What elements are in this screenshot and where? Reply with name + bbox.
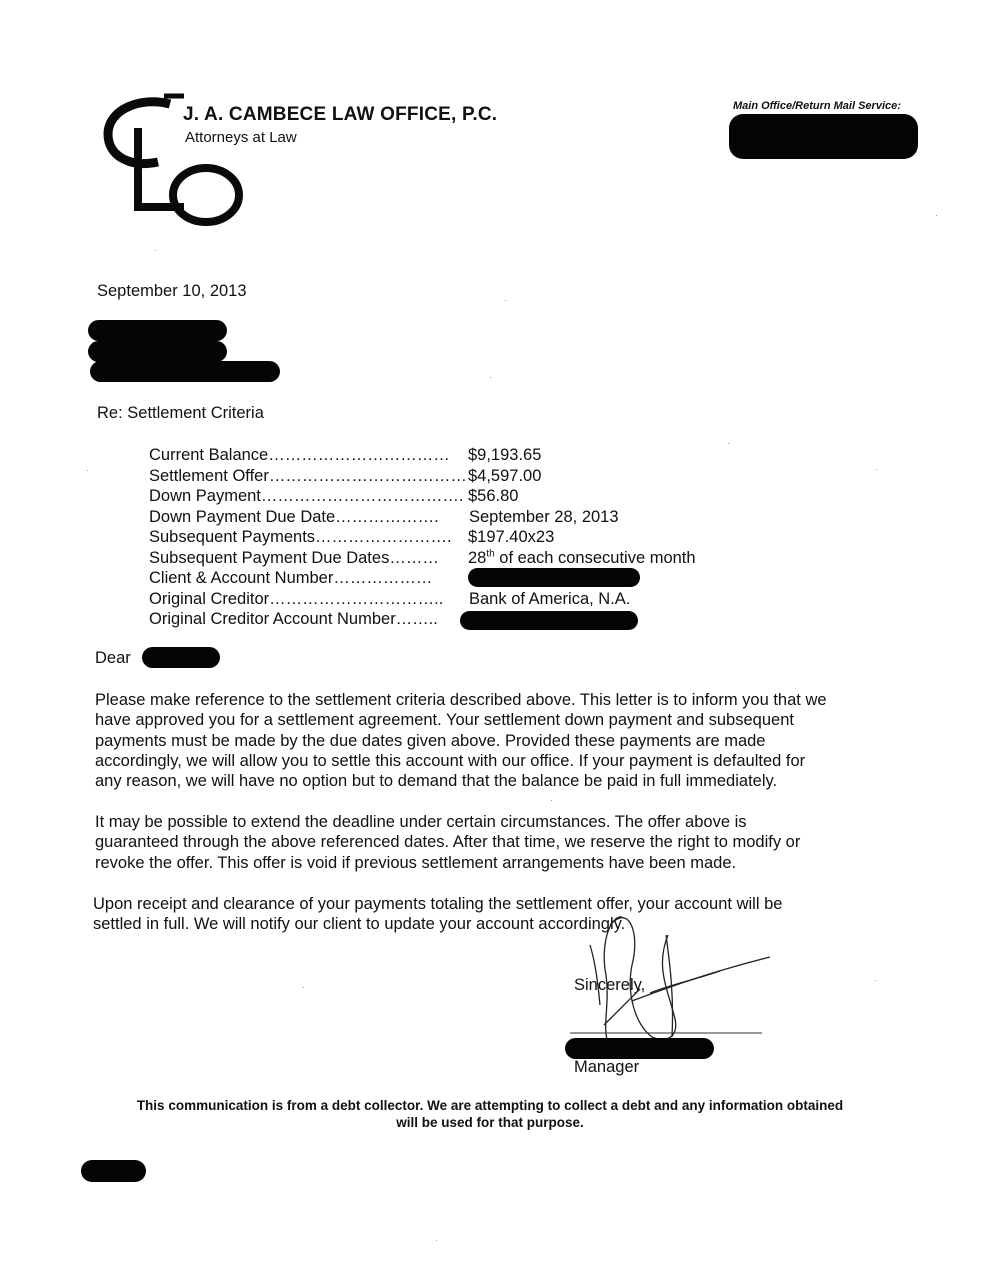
debt-collector-disclosure <box>90 1097 890 1131</box>
paragraph-line: any reason, we will have no option but to demand that the balance be paid in full immediately. <box>95 772 778 791</box>
paragraph-line: guaranteed through the above referenced dates. After that time, we reserve the right to modify or <box>95 833 801 852</box>
redacted-signer-name <box>565 1038 714 1059</box>
criteria-label: Client & Account Number……………… <box>149 569 433 587</box>
scan-speck <box>728 443 729 444</box>
criteria-value: September 28, 2013 <box>469 507 619 526</box>
scan-speck <box>436 1240 437 1241</box>
criteria-value: $9,193.65 <box>468 446 542 464</box>
redacted-reference-code <box>81 1160 146 1182</box>
paragraph-line: accordingly, we will allow you to settle this account with our office. If your payment is defaulted for <box>95 751 806 770</box>
scan-speck <box>155 250 156 251</box>
scan-speck <box>936 215 937 216</box>
criteria-label: Original Creditor………………………….. <box>149 589 444 608</box>
body-paragraph-3 <box>93 894 903 935</box>
paragraph-line: have approved you for a settlement agreement. Your settlement down payment and subsequent <box>95 711 794 730</box>
body-paragraph-1 <box>95 690 905 791</box>
scan-speck <box>490 377 491 378</box>
criteria-label: Subsequent Payment Due Dates……… <box>149 548 439 567</box>
redacted-recipient-name <box>142 647 220 668</box>
redacted-recipient-line-3 <box>90 361 280 382</box>
criteria-label: Current Balance…………………………… <box>149 446 450 464</box>
redacted-recipient-line-2 <box>88 341 227 362</box>
criteria-label: Down Payment………………………………. <box>149 487 464 505</box>
scan-speck <box>551 800 552 801</box>
paragraph-line: It may be possible to extend the deadline under certain circumstances. The offer above is <box>95 813 747 831</box>
scan-speck <box>87 470 88 471</box>
firm-subtitle: Attorneys at Law <box>185 129 297 146</box>
signer-title: Manager <box>574 1058 640 1076</box>
salutation: Dear <box>95 649 131 667</box>
redacted-office-address <box>729 114 918 159</box>
scan-speck <box>875 980 876 981</box>
redacted-recipient-line-1 <box>88 320 227 341</box>
paragraph-line: payments must be made by the due dates given above. Provided these payments are made <box>95 731 766 750</box>
scan-speck <box>876 469 877 470</box>
redacted-client-account-number <box>468 568 640 587</box>
disclosure-line: This communication is from a debt collector. We are attempting to collect a debt and any information obtained <box>136 1098 844 1113</box>
scan-speck <box>505 300 506 301</box>
paragraph-line: settled in full. We will notify our client to update your account accordingly. <box>93 915 626 934</box>
main-office-label: Main Office/Return Mail Service: <box>733 100 901 112</box>
disclosure-line: will be used for that purpose. <box>396 1115 584 1130</box>
logo-letter-o <box>173 168 239 222</box>
paragraph-line: Upon receipt and clearance of your payments totaling the settlement offer, your account will be <box>93 895 783 913</box>
criteria-value: $197.40x23 <box>468 528 555 546</box>
paragraph-line: Please make reference to the settlement criteria described above. This letter is to inform you that we <box>95 691 827 709</box>
subject-line: Re: Settlement Criteria <box>97 404 264 422</box>
body-paragraph-2 <box>95 812 905 873</box>
letter-date: September 10, 2013 <box>97 282 247 300</box>
redacted-creditor-account-number <box>460 611 638 630</box>
paragraph-line: revoke the offer. This offer is void if previous settlement arrangements have been made. <box>95 853 737 872</box>
criteria-value: Bank of America, N.A. <box>469 589 631 608</box>
handwritten-signature <box>570 905 780 1055</box>
criteria-label: Down Payment Due Date………………. <box>149 507 439 526</box>
firm-name: J. A. CAMBECE LAW OFFICE, P.C. <box>183 104 498 125</box>
criteria-value: 28th of each consecutive month <box>468 548 696 567</box>
criteria-value: $56.80 <box>468 487 519 505</box>
scan-speck <box>303 987 304 988</box>
closing: Sincerely, <box>574 976 646 994</box>
criteria-value: $4,597.00 <box>468 466 542 485</box>
criteria-label: Subsequent Payments……………………. <box>149 528 452 546</box>
criteria-label: Settlement Offer……………………………… <box>149 466 467 485</box>
criteria-label: Original Creditor Account Number…….. <box>149 610 438 628</box>
